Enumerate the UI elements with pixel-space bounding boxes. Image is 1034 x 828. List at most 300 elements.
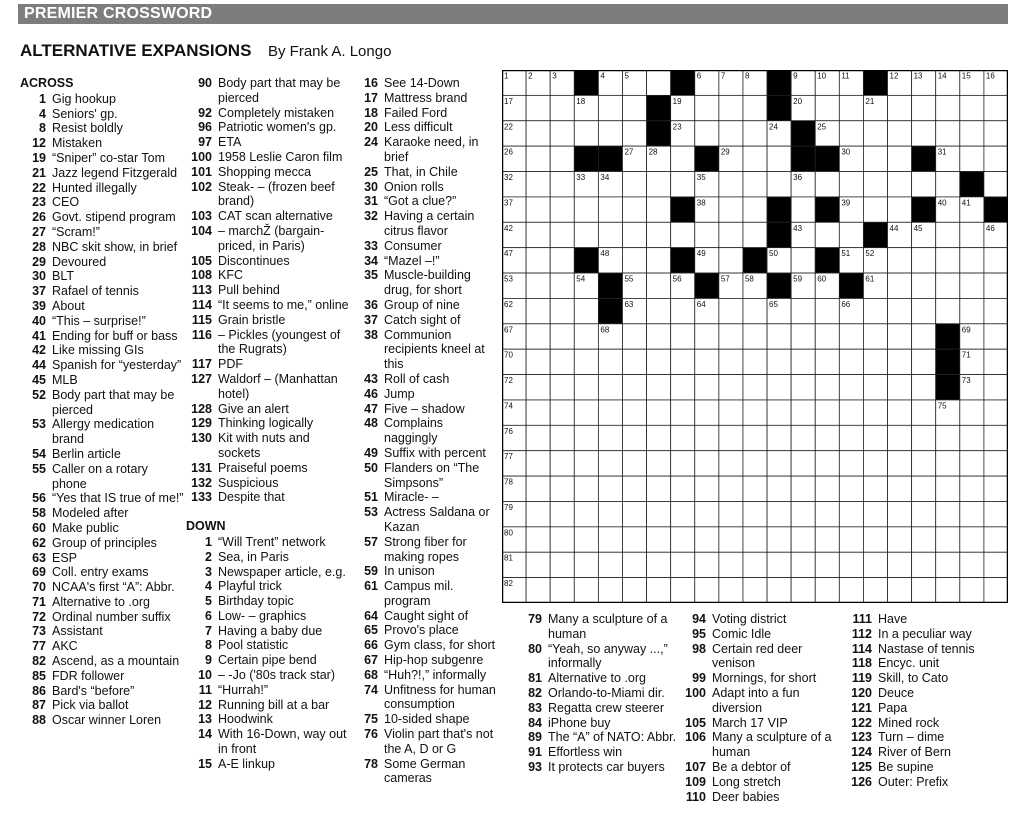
- grid-cell[interactable]: [912, 527, 936, 552]
- grid-cell[interactable]: [767, 501, 791, 526]
- grid-cell[interactable]: [550, 197, 574, 222]
- grid-cell[interactable]: [622, 349, 646, 374]
- grid-cell[interactable]: [622, 375, 646, 400]
- grid-cell[interactable]: [526, 400, 550, 425]
- grid-cell[interactable]: [815, 324, 839, 349]
- grid-cell[interactable]: [719, 501, 743, 526]
- grid-cell[interactable]: [695, 222, 719, 247]
- grid-cell[interactable]: [550, 400, 574, 425]
- grid-cell[interactable]: [984, 95, 1008, 120]
- grid-cell[interactable]: [671, 324, 695, 349]
- grid-cell[interactable]: [863, 552, 887, 577]
- grid-cell[interactable]: [791, 197, 815, 222]
- grid-cell[interactable]: [767, 349, 791, 374]
- grid-cell[interactable]: [839, 425, 863, 450]
- grid-cell[interactable]: [695, 451, 719, 476]
- grid-cell[interactable]: [695, 425, 719, 450]
- grid-cell[interactable]: [598, 451, 622, 476]
- grid-cell[interactable]: [695, 527, 719, 552]
- grid-cell[interactable]: [839, 121, 863, 146]
- grid-cell[interactable]: [526, 476, 550, 501]
- grid-cell[interactable]: [526, 552, 550, 577]
- grid-cell[interactable]: [984, 298, 1008, 323]
- grid-cell[interactable]: [863, 425, 887, 450]
- grid-cell[interactable]: [960, 95, 984, 120]
- grid-cell[interactable]: [526, 501, 550, 526]
- grid-cell[interactable]: [743, 451, 767, 476]
- grid-cell[interactable]: [695, 501, 719, 526]
- grid-cell[interactable]: [863, 324, 887, 349]
- grid-cell[interactable]: [912, 248, 936, 273]
- grid-cell[interactable]: [526, 172, 550, 197]
- grid-cell[interactable]: [888, 349, 912, 374]
- grid-cell[interactable]: [671, 425, 695, 450]
- grid-cell[interactable]: [647, 375, 671, 400]
- grid-cell[interactable]: [574, 400, 598, 425]
- grid-cell[interactable]: [863, 298, 887, 323]
- grid-cell[interactable]: [960, 298, 984, 323]
- grid-cell[interactable]: [743, 146, 767, 171]
- grid-cell[interactable]: [719, 552, 743, 577]
- grid-cell[interactable]: [647, 273, 671, 298]
- grid-cell[interactable]: [622, 248, 646, 273]
- grid-cell[interactable]: [719, 349, 743, 374]
- grid-cell[interactable]: [671, 578, 695, 603]
- grid-cell[interactable]: [936, 501, 960, 526]
- grid-cell[interactable]: [767, 425, 791, 450]
- grid-cell[interactable]: [839, 400, 863, 425]
- grid-cell[interactable]: [647, 476, 671, 501]
- grid-cell[interactable]: [791, 578, 815, 603]
- grid-cell[interactable]: [791, 451, 815, 476]
- grid-cell[interactable]: [719, 400, 743, 425]
- grid-cell[interactable]: [815, 349, 839, 374]
- grid-cell[interactable]: [574, 451, 598, 476]
- grid-cell[interactable]: [815, 375, 839, 400]
- grid-cell[interactable]: [912, 578, 936, 603]
- grid-cell[interactable]: [984, 324, 1008, 349]
- grid-cell[interactable]: [767, 324, 791, 349]
- grid-cell[interactable]: [791, 248, 815, 273]
- grid-cell[interactable]: [719, 527, 743, 552]
- grid-cell[interactable]: [912, 552, 936, 577]
- grid-cell[interactable]: [791, 476, 815, 501]
- grid-cell[interactable]: [767, 451, 791, 476]
- grid-cell[interactable]: [839, 527, 863, 552]
- grid-cell[interactable]: [598, 476, 622, 501]
- grid-cell[interactable]: [574, 527, 598, 552]
- grid-cell[interactable]: [839, 95, 863, 120]
- grid-cell[interactable]: [598, 552, 622, 577]
- grid-cell[interactable]: [863, 400, 887, 425]
- grid-cell[interactable]: [912, 324, 936, 349]
- grid-cell[interactable]: [526, 273, 550, 298]
- grid-cell[interactable]: [622, 222, 646, 247]
- grid-cell[interactable]: [743, 552, 767, 577]
- grid-cell[interactable]: [863, 146, 887, 171]
- grid-cell[interactable]: [912, 172, 936, 197]
- grid-cell[interactable]: [574, 349, 598, 374]
- grid-cell[interactable]: [960, 527, 984, 552]
- grid-cell[interactable]: [791, 349, 815, 374]
- grid-cell[interactable]: [815, 425, 839, 450]
- grid-cell[interactable]: [550, 146, 574, 171]
- grid-cell[interactable]: [888, 172, 912, 197]
- grid-cell[interactable]: [647, 451, 671, 476]
- grid-cell[interactable]: [743, 400, 767, 425]
- grid-cell[interactable]: [671, 501, 695, 526]
- grid-cell[interactable]: [719, 425, 743, 450]
- grid-cell[interactable]: [622, 578, 646, 603]
- grid-cell[interactable]: [936, 552, 960, 577]
- grid-cell[interactable]: [598, 95, 622, 120]
- grid-cell[interactable]: [888, 425, 912, 450]
- grid-cell[interactable]: [743, 121, 767, 146]
- grid-cell[interactable]: [912, 121, 936, 146]
- grid-cell[interactable]: [815, 400, 839, 425]
- grid-cell[interactable]: [936, 222, 960, 247]
- grid-cell[interactable]: [791, 552, 815, 577]
- grid-cell[interactable]: [647, 578, 671, 603]
- grid-cell[interactable]: [912, 298, 936, 323]
- grid-cell[interactable]: [550, 375, 574, 400]
- grid-cell[interactable]: [888, 400, 912, 425]
- grid-cell[interactable]: [815, 552, 839, 577]
- grid-cell[interactable]: [863, 172, 887, 197]
- grid-cell[interactable]: [719, 222, 743, 247]
- grid-cell[interactable]: [936, 527, 960, 552]
- grid-cell[interactable]: [574, 324, 598, 349]
- grid-cell[interactable]: [767, 172, 791, 197]
- grid-cell[interactable]: [912, 476, 936, 501]
- grid-cell[interactable]: [912, 375, 936, 400]
- grid-cell[interactable]: [719, 375, 743, 400]
- grid-cell[interactable]: [622, 527, 646, 552]
- grid-cell[interactable]: [550, 578, 574, 603]
- grid-cell[interactable]: [647, 349, 671, 374]
- grid-cell[interactable]: [743, 172, 767, 197]
- grid-cell[interactable]: [815, 298, 839, 323]
- grid-cell[interactable]: [888, 121, 912, 146]
- grid-cell[interactable]: [550, 95, 574, 120]
- grid-cell[interactable]: [960, 451, 984, 476]
- grid-cell[interactable]: [671, 476, 695, 501]
- grid-cell[interactable]: [574, 222, 598, 247]
- grid-cell[interactable]: [863, 349, 887, 374]
- grid-cell[interactable]: [743, 375, 767, 400]
- grid-cell[interactable]: [912, 400, 936, 425]
- grid-cell[interactable]: [743, 476, 767, 501]
- grid-cell[interactable]: [767, 578, 791, 603]
- grid-cell[interactable]: [815, 451, 839, 476]
- grid-cell[interactable]: [984, 248, 1008, 273]
- grid-cell[interactable]: [791, 375, 815, 400]
- grid-cell[interactable]: [647, 552, 671, 577]
- grid-cell[interactable]: [839, 501, 863, 526]
- grid-cell[interactable]: [647, 400, 671, 425]
- grid-cell[interactable]: [526, 197, 550, 222]
- grid-cell[interactable]: [574, 298, 598, 323]
- grid-cell[interactable]: [622, 476, 646, 501]
- grid-cell[interactable]: [526, 375, 550, 400]
- grid-cell[interactable]: [719, 578, 743, 603]
- grid-cell[interactable]: [743, 578, 767, 603]
- grid-cell[interactable]: [526, 248, 550, 273]
- grid-cell[interactable]: [791, 400, 815, 425]
- grid-cell[interactable]: [719, 451, 743, 476]
- grid-cell[interactable]: [743, 527, 767, 552]
- grid-cell[interactable]: [743, 197, 767, 222]
- grid-cell[interactable]: [936, 248, 960, 273]
- grid-cell[interactable]: [671, 400, 695, 425]
- grid-cell[interactable]: [960, 552, 984, 577]
- grid-cell[interactable]: [550, 121, 574, 146]
- grid-cell[interactable]: [526, 451, 550, 476]
- grid-cell[interactable]: [936, 172, 960, 197]
- grid-cell[interactable]: [984, 501, 1008, 526]
- grid-cell[interactable]: [863, 197, 887, 222]
- grid-cell[interactable]: [863, 451, 887, 476]
- grid-cell[interactable]: [719, 95, 743, 120]
- grid-cell[interactable]: [839, 451, 863, 476]
- grid-cell[interactable]: [671, 375, 695, 400]
- grid-cell[interactable]: [622, 172, 646, 197]
- grid-cell[interactable]: [550, 273, 574, 298]
- grid-cell[interactable]: [960, 400, 984, 425]
- grid-cell[interactable]: [550, 248, 574, 273]
- grid-cell[interactable]: [984, 375, 1008, 400]
- grid-cell[interactable]: [671, 222, 695, 247]
- grid-cell[interactable]: [888, 273, 912, 298]
- grid-cell[interactable]: [598, 375, 622, 400]
- grid-cell[interactable]: [888, 375, 912, 400]
- grid-cell[interactable]: [863, 578, 887, 603]
- grid-cell[interactable]: [888, 552, 912, 577]
- grid-cell[interactable]: [936, 273, 960, 298]
- grid-cell[interactable]: [815, 95, 839, 120]
- grid-cell[interactable]: [960, 501, 984, 526]
- grid-cell[interactable]: [550, 451, 574, 476]
- grid-cell[interactable]: [984, 552, 1008, 577]
- grid-cell[interactable]: [888, 146, 912, 171]
- grid-cell[interactable]: [550, 476, 574, 501]
- grid-cell[interactable]: [550, 298, 574, 323]
- grid-cell[interactable]: [671, 146, 695, 171]
- grid-cell[interactable]: [526, 298, 550, 323]
- grid-cell[interactable]: [719, 121, 743, 146]
- grid-cell[interactable]: [574, 578, 598, 603]
- grid-cell[interactable]: [888, 324, 912, 349]
- grid-cell[interactable]: [912, 425, 936, 450]
- grid-cell[interactable]: [912, 273, 936, 298]
- grid-cell[interactable]: [960, 273, 984, 298]
- grid-cell[interactable]: [960, 121, 984, 146]
- grid-cell[interactable]: [863, 375, 887, 400]
- grid-cell[interactable]: [622, 400, 646, 425]
- grid-cell[interactable]: [888, 501, 912, 526]
- grid-cell[interactable]: [839, 324, 863, 349]
- grid-cell[interactable]: [839, 552, 863, 577]
- grid-cell[interactable]: [839, 578, 863, 603]
- grid-cell[interactable]: [815, 172, 839, 197]
- grid-cell[interactable]: [598, 222, 622, 247]
- grid-cell[interactable]: [984, 451, 1008, 476]
- grid-cell[interactable]: [984, 121, 1008, 146]
- grid-cell[interactable]: [936, 121, 960, 146]
- grid-cell[interactable]: [671, 349, 695, 374]
- grid-cell[interactable]: [574, 375, 598, 400]
- grid-cell[interactable]: [695, 552, 719, 577]
- grid-cell[interactable]: [839, 375, 863, 400]
- grid-cell[interactable]: [526, 578, 550, 603]
- grid-cell[interactable]: [984, 527, 1008, 552]
- grid-cell[interactable]: [960, 476, 984, 501]
- grid-cell[interactable]: [743, 298, 767, 323]
- grid-cell[interactable]: [719, 172, 743, 197]
- grid-cell[interactable]: [526, 527, 550, 552]
- grid-cell[interactable]: [598, 501, 622, 526]
- grid-cell[interactable]: [767, 476, 791, 501]
- grid-cell[interactable]: [984, 578, 1008, 603]
- grid-cell[interactable]: [622, 121, 646, 146]
- grid-cell[interactable]: [888, 197, 912, 222]
- grid-cell[interactable]: [984, 425, 1008, 450]
- grid-cell[interactable]: [863, 476, 887, 501]
- grid-cell[interactable]: [671, 552, 695, 577]
- grid-cell[interactable]: [598, 578, 622, 603]
- grid-cell[interactable]: [550, 172, 574, 197]
- grid-cell[interactable]: [647, 324, 671, 349]
- grid-cell[interactable]: [526, 95, 550, 120]
- grid-cell[interactable]: [647, 222, 671, 247]
- grid-cell[interactable]: [743, 501, 767, 526]
- grid-cell[interactable]: [912, 501, 936, 526]
- grid-cell[interactable]: [936, 476, 960, 501]
- grid-cell[interactable]: [815, 476, 839, 501]
- grid-cell[interactable]: [598, 121, 622, 146]
- grid-cell[interactable]: [526, 349, 550, 374]
- grid-cell[interactable]: [791, 298, 815, 323]
- grid-cell[interactable]: [695, 95, 719, 120]
- grid-cell[interactable]: [839, 349, 863, 374]
- grid-cell[interactable]: [719, 324, 743, 349]
- grid-cell[interactable]: [550, 425, 574, 450]
- grid-cell[interactable]: [526, 222, 550, 247]
- grid-cell[interactable]: [598, 349, 622, 374]
- grid-cell[interactable]: [936, 95, 960, 120]
- grid-cell[interactable]: [839, 476, 863, 501]
- grid-cell[interactable]: [622, 324, 646, 349]
- grid-cell[interactable]: [695, 578, 719, 603]
- grid-cell[interactable]: [767, 400, 791, 425]
- grid-cell[interactable]: [743, 95, 767, 120]
- grid-cell[interactable]: [888, 451, 912, 476]
- grid-cell[interactable]: [526, 121, 550, 146]
- grid-cell[interactable]: [622, 552, 646, 577]
- grid-cell[interactable]: [912, 451, 936, 476]
- grid-cell[interactable]: [695, 476, 719, 501]
- grid-cell[interactable]: [647, 425, 671, 450]
- grid-cell[interactable]: [815, 501, 839, 526]
- grid-cell[interactable]: [767, 375, 791, 400]
- grid-cell[interactable]: [936, 578, 960, 603]
- grid-cell[interactable]: [550, 552, 574, 577]
- grid-cell[interactable]: [815, 222, 839, 247]
- grid-cell[interactable]: [960, 222, 984, 247]
- grid-cell[interactable]: [526, 324, 550, 349]
- grid-cell[interactable]: [984, 349, 1008, 374]
- grid-cell[interactable]: [984, 273, 1008, 298]
- grid-cell[interactable]: [863, 121, 887, 146]
- grid-cell[interactable]: [574, 476, 598, 501]
- grid-cell[interactable]: [815, 578, 839, 603]
- grid-cell[interactable]: [671, 298, 695, 323]
- grid-cell[interactable]: [550, 501, 574, 526]
- grid-cell[interactable]: [888, 527, 912, 552]
- grid-cell[interactable]: [526, 425, 550, 450]
- grid-cell[interactable]: [695, 349, 719, 374]
- grid-cell[interactable]: [598, 527, 622, 552]
- grid-cell[interactable]: [984, 146, 1008, 171]
- grid-cell[interactable]: [888, 578, 912, 603]
- grid-cell[interactable]: [719, 298, 743, 323]
- grid-cell[interactable]: [622, 501, 646, 526]
- grid-cell[interactable]: [743, 222, 767, 247]
- grid-cell[interactable]: [888, 95, 912, 120]
- grid-cell[interactable]: [526, 146, 550, 171]
- grid-cell[interactable]: [695, 121, 719, 146]
- grid-cell[interactable]: [550, 324, 574, 349]
- grid-cell[interactable]: [743, 425, 767, 450]
- grid-cell[interactable]: [960, 248, 984, 273]
- grid-cell[interactable]: [984, 400, 1008, 425]
- grid-cell[interactable]: [647, 501, 671, 526]
- grid-cell[interactable]: [647, 197, 671, 222]
- grid-cell[interactable]: [936, 451, 960, 476]
- grid-cell[interactable]: [719, 197, 743, 222]
- grid-cell[interactable]: [839, 172, 863, 197]
- grid-cell[interactable]: [960, 425, 984, 450]
- grid-cell[interactable]: [767, 527, 791, 552]
- grid-cell[interactable]: [791, 324, 815, 349]
- grid-cell[interactable]: [550, 222, 574, 247]
- grid-cell[interactable]: [815, 527, 839, 552]
- grid-cell[interactable]: [863, 501, 887, 526]
- grid-cell[interactable]: [743, 349, 767, 374]
- grid-cell[interactable]: [695, 324, 719, 349]
- grid-cell[interactable]: [574, 552, 598, 577]
- grid-cell[interactable]: [719, 248, 743, 273]
- grid-cell[interactable]: [936, 298, 960, 323]
- grid-cell[interactable]: [839, 222, 863, 247]
- grid-cell[interactable]: [598, 425, 622, 450]
- grid-cell[interactable]: [767, 552, 791, 577]
- grid-cell[interactable]: [743, 324, 767, 349]
- grid-cell[interactable]: [791, 527, 815, 552]
- grid-cell[interactable]: [550, 349, 574, 374]
- grid-cell[interactable]: [647, 70, 671, 95]
- grid-cell[interactable]: [647, 527, 671, 552]
- grid-cell[interactable]: [622, 425, 646, 450]
- grid-cell[interactable]: [574, 501, 598, 526]
- grid-cell[interactable]: [574, 121, 598, 146]
- grid-cell[interactable]: [671, 451, 695, 476]
- grid-cell[interactable]: [960, 578, 984, 603]
- grid-cell[interactable]: [671, 172, 695, 197]
- grid-cell[interactable]: [622, 197, 646, 222]
- grid-cell[interactable]: [936, 425, 960, 450]
- grid-cell[interactable]: [598, 197, 622, 222]
